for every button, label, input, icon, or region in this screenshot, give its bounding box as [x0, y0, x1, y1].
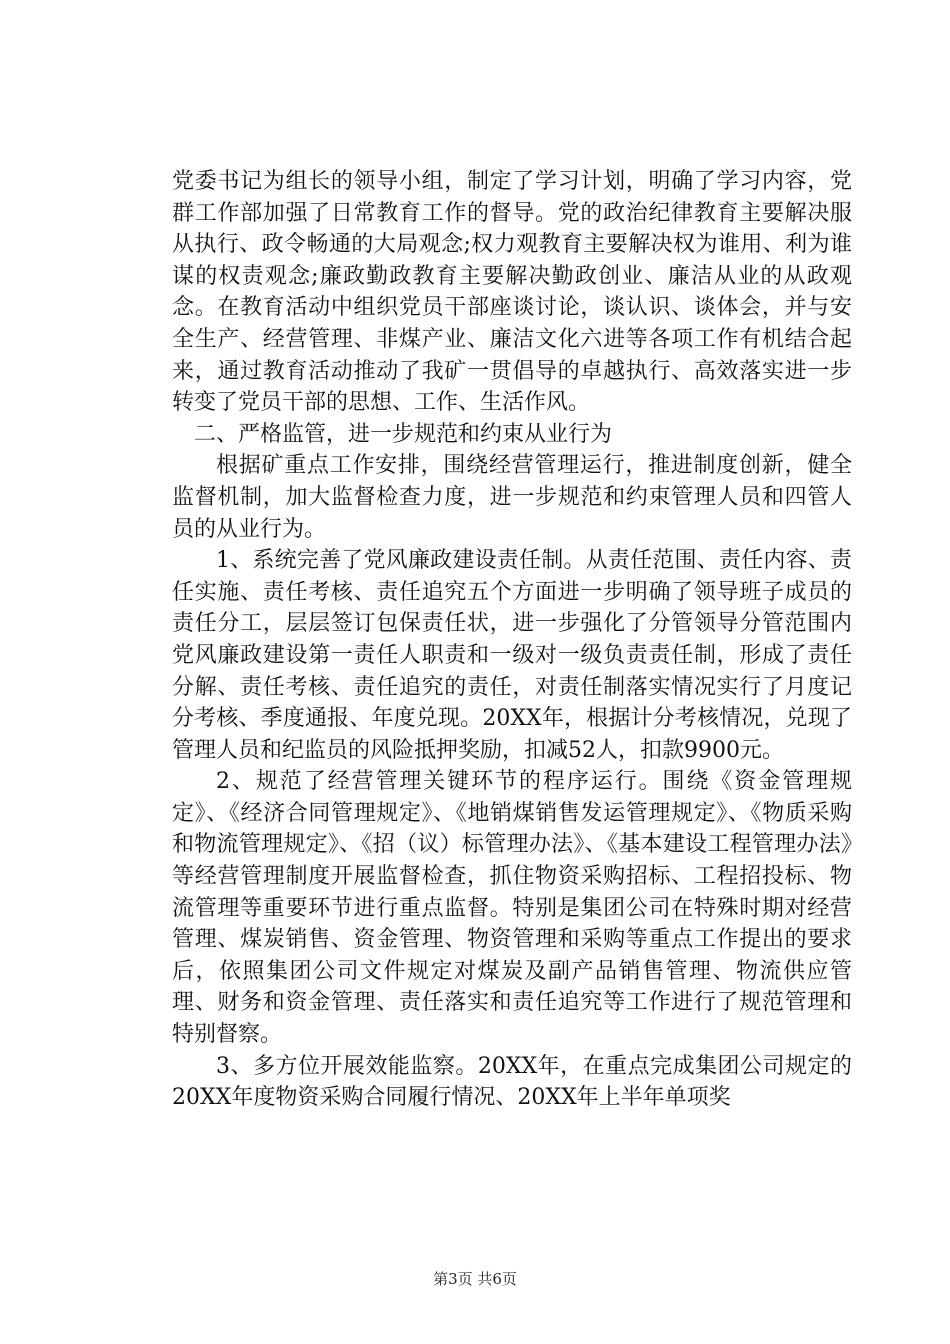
paragraph-item-2: 2、规范了经营管理关键环节的程序运行。围绕《资金管理规定》、《经济合同管理规定》、《地销煤销售发运管理规定》、《物质采购和物流管理规定》、《招（议）标管理办法》、《基本建设工程管理办法》等经营管理制度开展监督检查，抓住物资采购招标、工程招投标、物流管理等重要环节进行重点监督。特别是集团公司在特殊时期对经营管理、煤炭销售、资金管理、物资管理和采购等重点工作提出的要求后，依照集团公司文件规定对煤炭及副产品销售管理、物流供应管理、财务和资金管理、责任落实和责任追究等工作进行了规范管理和特别督察。: [172, 769, 852, 1048]
document-body: [172, 166, 852, 1114]
paragraph-continuation: 党委书记为组长的领导小组，制定了学习计划，明确了学习内容，党群工作部加强了日常教育工作的督导。党的政治纪律教育主要解决服从执行、政令畅通的大局观念;权力观教育主要解决权为谁用、利为谁谋的权责观念;廉政勤政教育主要解决勤政创业、廉洁从业的从政观念。在教育活动中组织党员干部座谈讨论，谈认识、谈体会，并与安全生产、经营管理、非煤产业、廉洁文化六进等各项工作有机结合起来，通过教育活动推动了我矿一贯倡导的卓越执行、高效落实进一步转变了党员干部的思想、工作、生活作风。: [172, 169, 852, 416]
paragraph-item-1: 1、系统完善了党风廉政建设责任制。从责任范围、责任内容、责任实施、责任考核、责任追究五个方面进一步明确了领导班子成员的责任分工，层层签订包保责任状，进一步强化了分管领导分管范围内党风廉政建设第一责任人职责和一级对一级负责责任制，形成了责任分解、责任考核、责任追究的责任，对责任制落实情况实行了月度记分考核、季度通报、年度兑现。20XX年，根据计分考核情况，兑现了管理人员和纪监员的风险抵押奖励，扣减52人，扣款9900元。: [172, 548, 852, 763]
paragraph-item-3: 3、多方位开展效能监察。20XX年，在重点完成集团公司规定的20XX年度物资采购合同履行情况、20XX年上半年单项奖: [172, 1053, 852, 1111]
section-heading: 二、严格监管，进一步规范和约束从业行为: [194, 421, 613, 447]
page-footer: 第3页 共6页: [433, 1270, 517, 1288]
paragraph-intro: 根据矿重点工作安排，围绕经营管理运行，推进制度创新，健全监督机制，加大监督检查力度，进一步规范和约束管理人员和四管人员的从业行为。: [172, 453, 852, 542]
